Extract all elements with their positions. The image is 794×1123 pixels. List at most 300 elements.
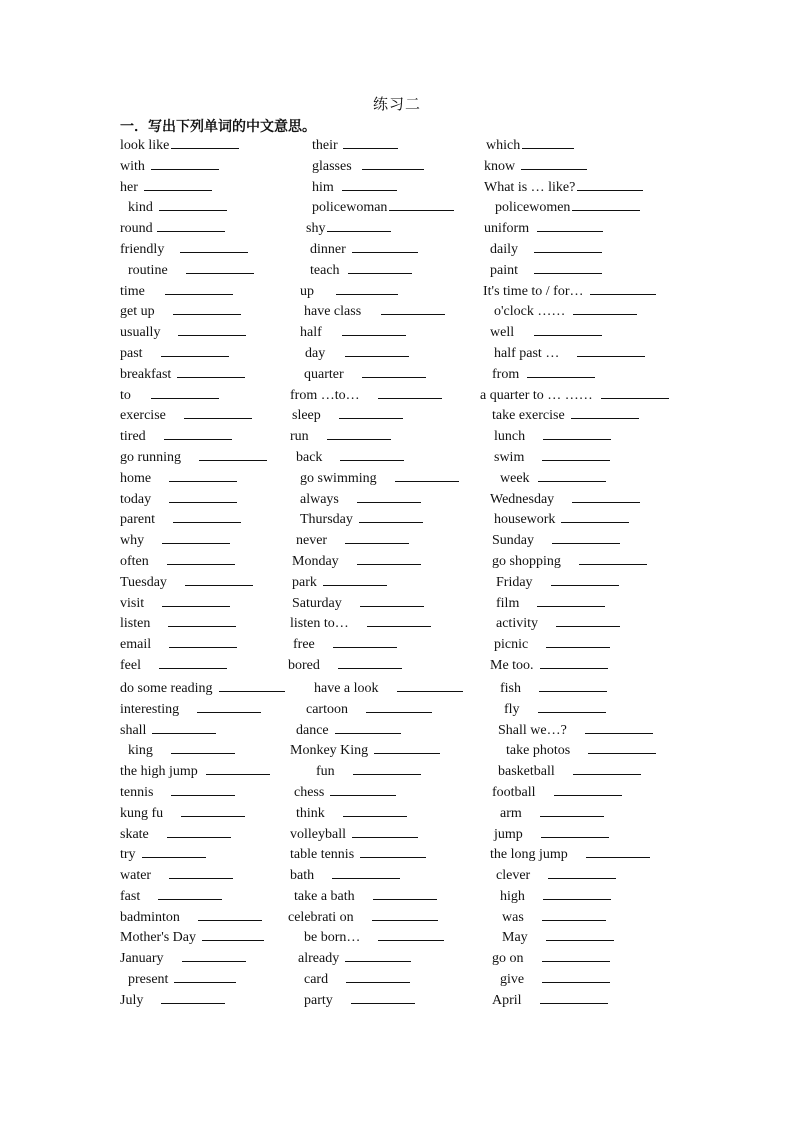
vocab-row [0,510,794,531]
vocab-word: do some reading [120,680,213,696]
vocab-item [292,552,421,572]
vocab-word: skate [120,826,149,842]
vocab-word: visit [120,595,145,611]
vocab-row [0,825,794,846]
answer-blank[interactable] [171,741,235,754]
answer-blank[interactable] [378,928,444,941]
answer-blank[interactable] [177,365,245,378]
vocab-item [120,908,262,928]
vocab-word: which [486,138,521,153]
answer-blank[interactable] [541,825,609,838]
vocab-item [500,469,606,489]
answer-blank[interactable] [546,928,614,941]
vocab-word: round [120,221,153,237]
vocab-word: football [492,784,536,800]
vocab-word: teach [310,262,340,278]
vocab-word: bored [288,657,320,673]
answer-blank[interactable] [359,510,423,523]
vocab-item [120,635,237,655]
vocab-item [483,282,656,302]
answer-blank[interactable] [381,302,445,315]
vocab-item [120,386,219,406]
answer-blank[interactable] [159,198,227,211]
vocab-row [0,573,794,594]
answer-blank[interactable] [537,594,605,607]
vocab-word: have a look [314,680,379,696]
vocab-word: look like [120,138,170,153]
answer-blank[interactable] [186,261,254,274]
answer-blank[interactable] [590,282,656,295]
answer-blank[interactable] [552,531,620,544]
vocab-item [304,302,445,322]
vocab-item [486,136,574,156]
vocab-row [0,344,794,365]
answer-blank[interactable] [167,552,235,565]
vocab-item [490,656,608,676]
answer-blank[interactable] [197,700,261,713]
vocab-item [120,656,227,676]
answer-blank[interactable] [167,825,231,838]
answer-blank[interactable] [521,157,587,170]
vocab-item [484,178,643,198]
answer-blank[interactable] [168,614,236,627]
vocab-row [0,949,794,970]
answer-blank[interactable] [542,949,610,962]
vocab-word: paint [490,262,518,278]
vocab-word: May [502,930,528,946]
answer-blank[interactable] [556,614,620,627]
answer-blank[interactable] [561,510,629,523]
vocab-word: breakfast [120,366,172,382]
answer-blank[interactable] [332,866,400,879]
answer-blank[interactable] [342,323,406,336]
answer-blank[interactable] [338,656,402,669]
answer-blank[interactable] [374,741,440,754]
vocab-word: their [312,138,338,153]
answer-blank[interactable] [540,656,608,669]
vocab-item [492,991,608,1011]
answer-blank[interactable] [543,887,611,900]
answer-blank[interactable] [345,949,411,962]
answer-blank[interactable] [340,448,404,461]
vocab-word: volleyball [290,826,346,842]
vocab-item [296,448,404,468]
vocab-item [504,700,606,720]
vocab-word: always [300,491,339,507]
vocab-word: badminton [120,909,180,925]
answer-blank[interactable] [542,448,610,461]
answer-blank[interactable] [572,490,640,503]
vocab-word: day [305,345,326,361]
vocab-word: jump [494,826,523,842]
vocab-word: policewoman [312,200,388,216]
answer-blank[interactable] [339,406,403,419]
answer-blank[interactable] [181,804,245,817]
answer-blank[interactable] [538,700,606,713]
answer-blank[interactable] [351,991,415,1004]
vocab-word: present [128,972,169,988]
answer-blank[interactable] [573,302,637,315]
vocab-row [0,219,794,240]
answer-blank[interactable] [169,490,237,503]
vocab-item [290,825,418,845]
answer-blank[interactable] [534,240,602,253]
answer-blank[interactable] [164,427,232,440]
answer-blank[interactable] [571,406,639,419]
answer-blank[interactable] [342,178,397,191]
vocab-item [120,804,245,824]
answer-blank[interactable] [554,783,622,796]
answer-blank[interactable] [352,240,418,253]
answer-blank[interactable] [142,845,206,858]
vocab-item [310,261,412,281]
vocab-row [0,741,794,762]
vocab-word: chess [294,784,325,800]
vocab-word: go on [492,951,524,967]
vocab-item [496,573,619,593]
vocab-word: feel [120,657,141,673]
vocab-item [120,406,252,426]
answer-blank[interactable] [373,887,437,900]
vocab-row [0,302,794,323]
vocab-word: Tuesday [120,574,167,590]
answer-blank[interactable] [169,635,237,648]
vocab-item [120,573,253,593]
vocab-item [490,490,640,510]
vocab-item [120,282,233,302]
vocab-item [300,282,398,302]
vocab-row [0,614,794,635]
vocab-row [0,700,794,721]
vocab-word: her [120,179,138,195]
vocab-item [304,928,444,948]
answer-blank[interactable] [362,365,426,378]
answer-blank[interactable] [330,783,396,796]
vocab-row [0,721,794,742]
vocab-item [298,949,411,969]
answer-blank[interactable] [360,594,424,607]
vocab-word: glasses [312,158,352,174]
vocab-item [128,970,236,990]
vocab-item [128,741,235,761]
answer-blank[interactable] [161,991,225,1004]
answer-blank[interactable] [572,198,640,211]
vocab-word: take photos [506,743,571,759]
vocab-item [492,783,622,803]
vocab-word: a quarter to … …… [480,387,593,403]
vocab-item [288,656,402,676]
answer-blank[interactable] [551,573,619,586]
vocab-word: Saturday [292,595,342,611]
answer-blank[interactable] [173,302,241,315]
vocab-item [305,344,409,364]
vocab-row [0,531,794,552]
vocab-word: listen [120,616,151,632]
vocab-item [484,219,603,239]
vocab-item [120,928,264,948]
vocab-word: quarter [304,366,344,382]
answer-blank[interactable] [577,344,645,357]
vocab-item [120,721,216,741]
vocab-row [0,240,794,261]
answer-blank[interactable] [180,240,248,253]
vocab-word: housework [494,512,556,528]
answer-blank[interactable] [157,219,225,232]
answer-blank[interactable] [336,282,398,295]
vocab-item [120,614,236,634]
vocab-item [120,136,239,156]
vocab-word: bath [290,868,315,884]
answer-blank[interactable] [171,783,235,796]
answer-blank[interactable] [360,845,426,858]
vocab-word: up [300,283,314,299]
vocab-item [484,157,587,177]
answer-blank[interactable] [585,721,653,734]
answer-blank[interactable] [348,261,412,274]
vocab-word: give [500,972,525,988]
answer-blank[interactable] [548,866,616,879]
vocab-word: exercise [120,408,166,424]
answer-blank[interactable] [527,365,595,378]
vocab-row [0,908,794,929]
vocab-word: go swimming [300,470,377,486]
answer-blank[interactable] [395,469,459,482]
answer-blank[interactable] [366,700,432,713]
answer-blank[interactable] [335,721,401,734]
answer-blank[interactable] [327,219,391,232]
vocab-item [494,448,610,468]
vocab-word: with [120,158,145,174]
answer-blank[interactable] [534,261,602,274]
vocab-word: Me too. [490,657,534,673]
answer-blank[interactable] [151,386,219,399]
answer-blank[interactable] [540,804,604,817]
vocab-word: already [298,951,340,967]
answer-blank[interactable] [144,178,212,191]
answer-blank[interactable] [389,198,454,211]
answer-blank[interactable] [537,219,603,232]
answer-blank[interactable] [159,656,227,669]
vocab-word: lunch [494,429,526,445]
answer-blank[interactable] [542,970,610,983]
vocab-word: January [120,951,164,967]
vocab-word: run [290,429,309,445]
answer-blank[interactable] [367,614,431,627]
answer-blank[interactable] [343,804,407,817]
answer-blank[interactable] [546,635,610,648]
vocab-word: water [120,868,152,884]
vocab-item [120,365,245,385]
vocab-item [288,908,438,928]
vocab-item [120,178,212,198]
vocab-item [120,762,270,782]
vocab-item [292,594,424,614]
vocab-item [120,949,246,969]
vocab-row [0,866,794,887]
answer-blank[interactable] [169,469,237,482]
vocab-item [496,866,616,886]
answer-blank[interactable] [345,344,409,357]
vocab-item [120,323,246,343]
answer-blank[interactable] [372,908,438,921]
answer-blank[interactable] [162,594,230,607]
vocab-row [0,762,794,783]
vocab-row [0,804,794,825]
answer-blank[interactable] [185,573,253,586]
vocab-item [120,240,248,260]
answer-blank[interactable] [161,344,229,357]
answer-blank[interactable] [542,908,606,921]
vocab-word: interesting [120,701,180,717]
answer-blank[interactable] [346,970,410,983]
vocab-item [290,741,440,761]
answer-blank[interactable] [378,386,442,399]
vocab-item [120,594,230,614]
vocab-item [312,178,397,198]
vocab-word: know [484,158,516,174]
vocab-row [0,928,794,949]
answer-blank[interactable] [206,762,270,775]
vocab-item [300,469,459,489]
vocab-row [0,448,794,469]
answer-blank[interactable] [538,469,606,482]
answer-blank[interactable] [539,679,607,692]
answer-blank[interactable] [534,323,602,336]
vocab-item [120,552,235,572]
vocab-item [312,198,454,218]
vocab-item [120,344,229,364]
vocab-word: fly [504,701,520,717]
vocab-item [490,323,602,343]
vocab-item [494,344,645,364]
vocab-word: shy [306,221,326,237]
vocab-word: past [120,345,143,361]
answer-blank[interactable] [198,908,262,921]
answer-blank[interactable] [397,679,463,692]
vocab-word: half past … [494,345,560,361]
vocab-item [502,908,606,928]
vocab-item [120,679,285,699]
answer-blank[interactable] [178,323,246,336]
answer-blank[interactable] [173,510,241,523]
vocab-word: o'clock …… [494,304,566,320]
vocab-row [0,783,794,804]
answer-blank[interactable] [327,427,391,440]
vocab-word: tennis [120,784,154,800]
answer-blank[interactable] [162,531,230,544]
vocab-word: Monday [292,553,339,569]
vocab-item [290,845,426,865]
answer-blank[interactable] [169,866,233,879]
answer-blank[interactable] [343,136,398,149]
answer-blank[interactable] [158,887,222,900]
vocab-word: park [292,574,317,590]
vocab-item [304,970,410,990]
answer-blank[interactable] [174,970,236,983]
vocab-word: listen to… [290,616,349,632]
vocab-item [500,970,610,990]
answer-blank[interactable] [182,949,246,962]
vocab-row [0,427,794,448]
answer-blank[interactable] [151,157,219,170]
vocab-word: kung fu [120,805,164,821]
vocab-word: try [120,847,136,863]
vocab-item [292,573,387,593]
answer-blank[interactable] [579,552,647,565]
answer-blank[interactable] [543,427,611,440]
answer-blank[interactable] [199,448,267,461]
vocab-word: usually [120,325,161,341]
vocab-word: sleep [292,408,321,424]
vocab-item [120,845,206,865]
answer-blank[interactable] [352,825,418,838]
answer-blank[interactable] [152,721,216,734]
vocab-item [290,614,431,634]
answer-blank[interactable] [333,635,397,648]
vocab-word: from [492,366,520,382]
answer-blank[interactable] [601,386,669,399]
vocab-word: What is … like? [484,179,576,195]
answer-blank[interactable] [573,762,641,775]
vocab-row [0,136,794,157]
vocab-item [304,991,415,1011]
vocab-row [0,845,794,866]
answer-blank[interactable] [362,157,424,170]
vocab-row [0,406,794,427]
vocab-item [120,887,222,907]
answer-blank[interactable] [219,679,285,692]
vocab-item [312,157,424,177]
vocab-row [0,594,794,615]
vocab-item [496,594,605,614]
vocab-word: dinner [310,241,346,257]
vocab-item [494,825,609,845]
vocab-word: week [500,470,530,486]
answer-blank[interactable] [171,136,239,149]
vocab-word: routine [128,262,168,278]
vocab-word: Sunday [492,533,534,549]
vocab-word: get up [120,304,155,320]
answer-blank[interactable] [353,762,421,775]
vocab-item [120,302,241,322]
answer-blank[interactable] [577,178,643,191]
answer-blank[interactable] [540,991,608,1004]
answer-blank[interactable] [357,552,421,565]
vocab-item [128,198,227,218]
answer-blank[interactable] [184,406,252,419]
vocab-item [316,762,421,782]
vocab-item [494,427,611,447]
vocab-item [306,219,391,239]
vocab-word: cartoon [306,701,348,717]
answer-blank[interactable] [586,845,650,858]
vocab-word: have class [304,304,362,320]
answer-blank[interactable] [357,490,421,503]
answer-blank[interactable] [588,741,656,754]
vocab-item [120,157,219,177]
answer-blank[interactable] [165,282,233,295]
answer-blank[interactable] [323,573,387,586]
vocab-word: April [492,992,522,1008]
vocab-item [290,427,391,447]
vocab-row [0,198,794,219]
answer-blank[interactable] [345,531,409,544]
vocab-item [490,261,602,281]
answer-blank[interactable] [522,136,574,149]
vocab-item [502,928,614,948]
vocab-word: It's time to / for… [483,283,584,299]
answer-blank[interactable] [202,928,264,941]
